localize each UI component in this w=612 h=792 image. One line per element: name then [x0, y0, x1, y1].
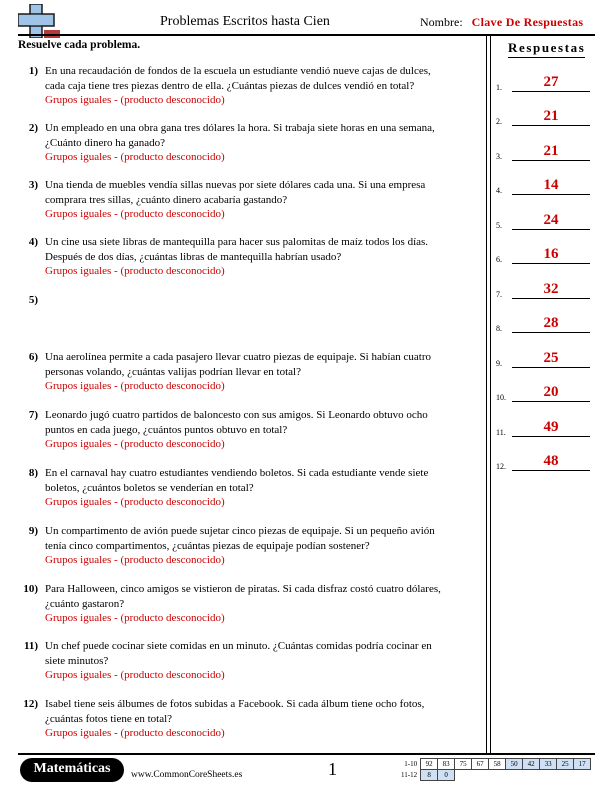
score-cell: 67: [472, 759, 489, 770]
answer-value: 49: [543, 419, 559, 435]
answer-item: [496, 139, 596, 161]
question-line: cada caja tiene tres piezas dentro de ella. ¿Cuántas piezas de dulces vendió en total?: [45, 79, 415, 92]
score-table: [399, 758, 591, 781]
question-line: personas volando, ¿cuántas valijas podrían llevar en total?: [45, 365, 301, 378]
answer-item: [496, 449, 596, 471]
question-number: 7): [28, 409, 38, 421]
score-row: [399, 759, 591, 770]
question-number: 6): [28, 351, 38, 363]
answer-item: [496, 104, 596, 126]
question-line: En el carnaval hay cuatro estudiantes vendiendo boletos. Si cada estudiante vende siete: [45, 467, 429, 479]
score-cell: 83: [438, 759, 455, 770]
answer-value: 25: [543, 350, 559, 366]
answer-number: 10.: [496, 393, 506, 402]
answer-number: 8.: [496, 324, 502, 333]
answer-item: [496, 346, 596, 368]
site-url: www.CommonCoreSheets.es: [131, 770, 243, 780]
question-category: Grupos iguales - (producto desconocido): [45, 151, 225, 163]
question-line: comprara tres sillas, ¿cuánto dinero acabaría gastando?: [45, 193, 288, 206]
question-line: Un compartimento de avión puede sujetar cinco piezas de equipaje. Si un pequeño avión: [45, 525, 435, 537]
question-line: puntos en cada juego, ¿cuántos puntos obtuvo en total?: [45, 423, 288, 436]
page-number: 1: [328, 759, 337, 779]
score-cell: 58: [489, 759, 506, 770]
answer-line: [512, 160, 590, 161]
answer-line: [512, 263, 590, 264]
answer-item: [496, 70, 596, 92]
brand-label: Matemáticas: [33, 761, 111, 776]
score-cell: 17: [574, 759, 591, 770]
question-number: 12): [23, 698, 38, 710]
answer-line: [512, 91, 590, 92]
question-number: 9): [28, 525, 38, 537]
page-title: Problemas Escritos hasta Cien: [160, 14, 330, 29]
question-line: Para Halloween, cinco amigos se vistieron de piratas. Si cada disfraz costó cuatro dólares,: [45, 583, 441, 595]
question-item: [18, 178, 476, 222]
answer-value: 32: [543, 281, 559, 297]
answer-value: 14: [543, 177, 559, 193]
question-category: Grupos iguales - (producto desconocido): [45, 265, 225, 277]
answer-value: 21: [543, 108, 559, 124]
question-line: Una tienda de muebles vendía sillas nuevas por siete dólares cada una. Si una empresa: [45, 179, 426, 191]
answer-number: 4.: [496, 186, 502, 195]
question-category: Grupos iguales - (producto desconocido): [45, 208, 225, 220]
score-cell: 50: [506, 759, 523, 770]
score-cell: 0: [438, 770, 455, 781]
answer-item: [496, 311, 596, 333]
answer-line: [512, 436, 590, 437]
question-item: [18, 466, 476, 510]
score-cell: 92: [421, 759, 438, 770]
question-category: Grupos iguales - (producto desconocido): [45, 496, 225, 508]
answer-item: [496, 173, 596, 195]
question-item: [18, 582, 476, 626]
answer-item: [496, 277, 596, 299]
plus-logo-icon: [18, 4, 60, 38]
question-number: 5): [28, 294, 38, 306]
question-line: En una recaudación de fondos de la escuela un estudiante vendió nueve cajas de dulces,: [45, 65, 431, 77]
question-item: [18, 524, 476, 568]
question-category: Grupos iguales - (producto desconocido): [45, 94, 225, 106]
answer-value: 27: [543, 74, 559, 90]
instructions: Resuelve cada problema.: [18, 39, 141, 51]
question-category: Grupos iguales - (producto desconocido): [45, 612, 225, 624]
name-label: Nombre:: [420, 15, 463, 29]
answer-value: 28: [543, 315, 559, 331]
question-line: siete minutos?: [45, 654, 109, 667]
answer-line: [512, 125, 590, 126]
question-category: Grupos iguales - (producto desconocido): [45, 554, 225, 566]
question-line: ¿Cuánto dinero ha ganado?: [45, 136, 166, 149]
question-line: Una aerolínea permite a cada pasajero llevar cuatro piezas de equipaje. Si habían cuatro: [45, 351, 432, 363]
answer-line: [512, 194, 590, 195]
score-cell: 75: [455, 759, 472, 770]
answer-number: 2.: [496, 117, 502, 126]
answer-number: 1.: [496, 83, 502, 92]
score-cell: 42: [523, 759, 540, 770]
answer-item: [496, 208, 596, 230]
score-cell: 25: [557, 759, 574, 770]
answer-line: [512, 367, 590, 368]
score-cell: 8: [421, 770, 438, 781]
question-number: 10): [23, 583, 38, 595]
question-line: ¿cuántas fotos tiene en total?: [45, 712, 173, 725]
question-number: 8): [28, 467, 38, 479]
answer-number: 11.: [496, 428, 506, 437]
footer-divider: [18, 753, 595, 755]
column-divider: [490, 36, 491, 754]
question-category: Grupos iguales - (producto desconocido): [45, 438, 225, 450]
answer-line: [512, 298, 590, 299]
question-item: [18, 350, 476, 394]
question-line: Leonardo jugó cuatro partidos de baloncesto con sus amigos. Si Leonardo obtuvo ocho: [45, 409, 428, 421]
score-row-label: 1-10: [404, 760, 418, 768]
question-number: 3): [28, 179, 38, 191]
brand-badge: [20, 758, 124, 782]
question-line: Isabel tiene seis álbumes de fotos subidas a Facebook. Si cada álbum tiene ocho fotos,: [45, 698, 425, 710]
answers-title: Respuestas: [508, 40, 585, 58]
answer-number: 6.: [496, 255, 502, 264]
question-number: 4): [28, 236, 38, 248]
answer-number: 3.: [496, 152, 502, 161]
answer-line: [512, 229, 590, 230]
question-line: boletos, ¿cuántos boletos se venderían en total?: [45, 481, 254, 494]
question-item: [18, 64, 476, 108]
question-number: 2): [28, 122, 38, 134]
score-row-label: 11-12: [401, 771, 418, 779]
question-item: [18, 121, 476, 165]
answer-value: 48: [543, 453, 559, 469]
question-item: [18, 697, 476, 741]
question-item: [18, 639, 476, 683]
answer-line: [512, 332, 590, 333]
question-category: Grupos iguales - (producto desconocido): [45, 669, 225, 681]
answer-item: [496, 242, 596, 264]
name-field: [420, 15, 583, 30]
question-category: Grupos iguales - (producto desconocido): [45, 380, 225, 392]
answer-line: [512, 470, 590, 471]
question-line: Un empleado en una obra gana tres dólares la hora. Si trabaja siete horas en una semana,: [45, 122, 435, 134]
answer-number: 7.: [496, 290, 502, 299]
question-number: 11): [23, 640, 38, 652]
answer-number: 5.: [496, 221, 502, 230]
answer-number: 12.: [496, 462, 506, 471]
score-row: [399, 770, 591, 781]
score-spacer: [455, 770, 591, 781]
question-line: tenía cinco compartimentos, ¿cuántas piezas de equipaje podían sostener?: [45, 539, 370, 552]
answer-line: [512, 401, 590, 402]
score-cell: 33: [540, 759, 557, 770]
header-divider: [18, 34, 595, 36]
column-divider: [486, 36, 487, 754]
answer-item: [496, 415, 596, 437]
answer-value: 24: [543, 212, 559, 228]
question-line: Un chef puede cocinar siete comidas en un minuto. ¿Cuántas comidas podría cocinar en: [45, 640, 432, 652]
question-number: 1): [28, 65, 38, 77]
answer-value: 21: [543, 143, 559, 159]
question-item: [18, 235, 476, 279]
question-line: Un cine usa siete libras de mantequilla para hacer sus palomitas de maíz todos los días.: [45, 236, 429, 248]
question-item: [18, 408, 476, 452]
question-line: Después de dos días, ¿cuántas libras de mantequilla habrían usado?: [45, 250, 342, 263]
question-line: ¿cuánto gastaron?: [45, 597, 125, 610]
answer-number: 9.: [496, 359, 502, 368]
question-category: Grupos iguales - (producto desconocido): [45, 727, 225, 739]
answer-item: [496, 380, 596, 402]
answer-value: 16: [543, 246, 559, 262]
answer-key-label: Clave De Respuestas: [471, 15, 584, 29]
answer-value: 20: [543, 384, 559, 400]
